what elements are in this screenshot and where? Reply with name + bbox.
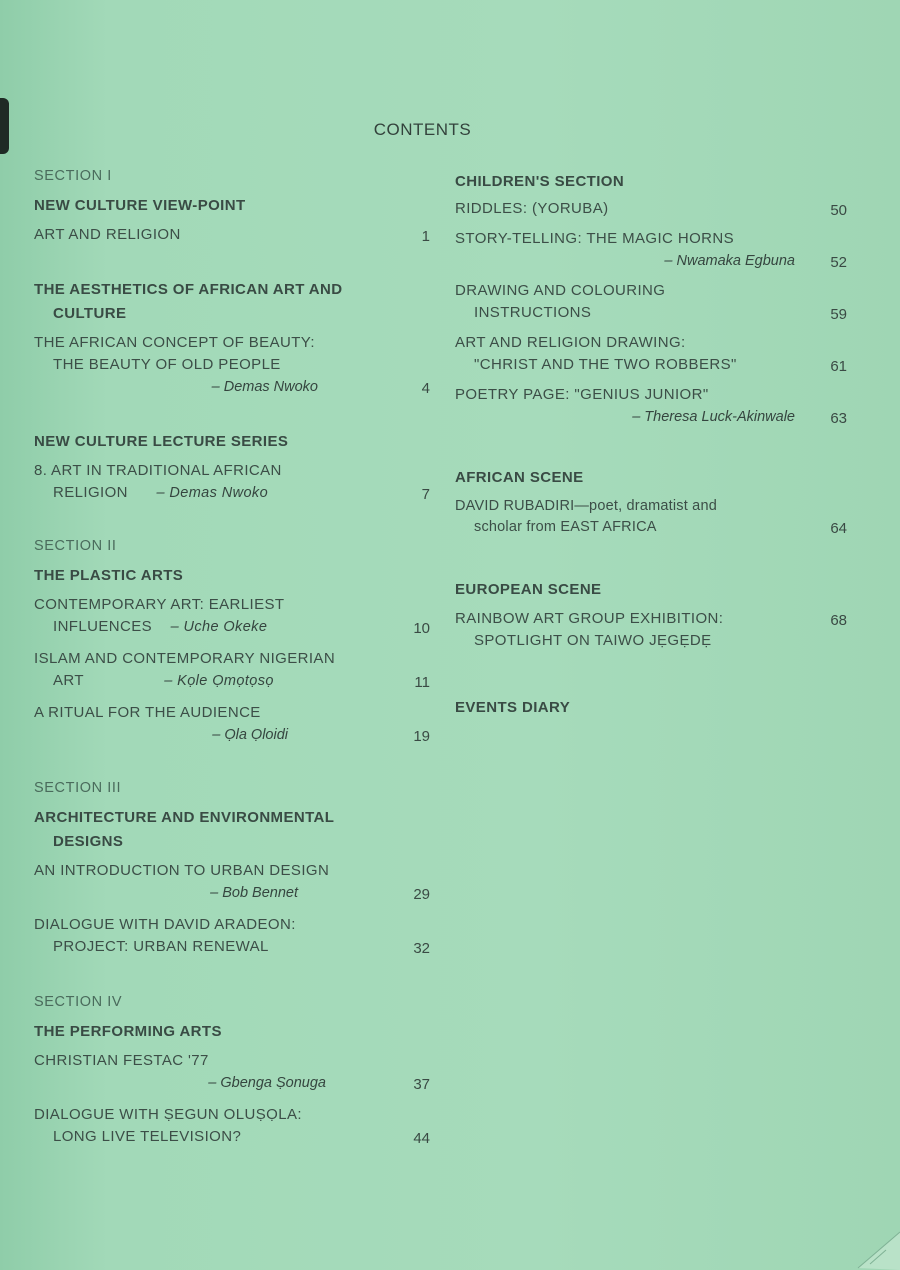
page-number: 32 (413, 940, 430, 957)
entry-title-line-2: THE BEAUTY OF OLD PEOPLE (53, 356, 281, 373)
entry-title: A RITUAL FOR THE AUDIENCE (34, 704, 261, 721)
page-number: 52 (830, 254, 847, 271)
entry-title-line-2: INFLUENCES (53, 618, 153, 635)
toc-entry[interactable] (455, 608, 847, 652)
toc-entry[interactable] (455, 332, 847, 376)
entry-title-line-2-row (34, 482, 390, 504)
section-children (455, 170, 847, 428)
page-corner-curl (830, 1210, 900, 1270)
section-events-diary (455, 696, 847, 720)
toc-entry[interactable] (34, 1104, 430, 1148)
section-heading: EUROPEAN SCENE (455, 581, 602, 598)
entry-author: – Demas Nwoko (156, 485, 269, 501)
section-3 (34, 780, 430, 958)
page-number: 4 (421, 380, 430, 397)
entry-author: – Nwamaka Egbuna (664, 253, 795, 269)
section-label: SECTION II (34, 538, 117, 554)
toc-entry[interactable] (34, 702, 430, 746)
entry-title-line-2: PROJECT: URBAN RENEWAL (53, 938, 269, 955)
page-number: 44 (413, 1130, 430, 1147)
page-number: 59 (830, 306, 847, 323)
entry-author: – Ọla Ọloidi (212, 727, 288, 743)
entry-title: ISLAM AND CONTEMPORARY NIGERIAN (34, 650, 336, 667)
toc-entry[interactable] (455, 280, 847, 324)
section-heading: THE PLASTIC ARTS (34, 567, 184, 584)
page-number: 50 (830, 202, 847, 219)
page-number: 19 (413, 728, 430, 745)
section-heading: NEW CULTURE LECTURE SERIES (34, 433, 289, 450)
entry-title-line-2: scholar from EAST AFRICA (474, 519, 657, 535)
page-number: 68 (830, 612, 847, 629)
toc-entry[interactable] (455, 496, 847, 538)
toc-entry[interactable] (34, 332, 430, 398)
entry-author: – Bob Bennet (210, 885, 298, 901)
section-4 (34, 994, 430, 1148)
entry-title-line-2: RELIGION (53, 484, 128, 501)
entry-title: STORY-TELLING: THE MAGIC HORNS (455, 230, 735, 247)
section-heading: CHILDREN'S SECTION (455, 173, 625, 190)
entry-title-line-2-row (34, 616, 390, 638)
toc-entry[interactable] (34, 860, 430, 904)
entry-title: POETRY PAGE: "GENIUS JUNIOR" (455, 386, 709, 403)
section-1 (34, 168, 430, 246)
entry-title-line-2: INSTRUCTIONS (474, 304, 592, 321)
toc-entry[interactable] (34, 1050, 430, 1094)
entry-title-line-2: SPOTLIGHT ON TAIWO JẸGẸDẸ (474, 632, 712, 649)
page-number: 10 (413, 620, 430, 637)
page-number: 7 (421, 486, 430, 503)
page-number: 1 (421, 228, 430, 245)
section-african-scene (455, 466, 847, 538)
entry-title: CONTEMPORARY ART: EARLIEST (34, 596, 285, 613)
section-lecture-series (34, 430, 430, 504)
entry-title: RAINBOW ART GROUP EXHIBITION: (455, 610, 724, 627)
entry-author: – Kọle Ọmọtọsọ (164, 673, 274, 689)
entry-author: – Gbenga Ṣonuga (208, 1075, 326, 1091)
page-title: CONTENTS (373, 120, 472, 139)
section-aesthetics (34, 278, 430, 398)
toc-entry[interactable] (455, 384, 847, 428)
entry-title-line-2: "CHRIST AND THE TWO ROBBERS" (474, 356, 737, 373)
heading-line-1: ARCHITECTURE AND ENVIRONMENTAL (34, 809, 335, 826)
heading-line-2: CULTURE (53, 305, 127, 322)
entry-title: ART AND RELIGION DRAWING: (455, 334, 686, 351)
toc-entry[interactable] (455, 198, 847, 220)
toc-entry[interactable] (455, 228, 847, 272)
section-label: SECTION III (34, 780, 122, 796)
entry-title: ART AND RELIGION (34, 226, 181, 243)
entry-title: RIDDLES: (YORUBA) (455, 200, 609, 217)
toc-entry[interactable] (34, 648, 430, 692)
section-heading[interactable]: EVENTS DIARY (455, 699, 571, 716)
toc-entry[interactable] (34, 594, 430, 638)
entry-title: DAVID RUBADIRI—poet, dramatist and (455, 498, 717, 514)
page-number: 61 (830, 358, 847, 375)
entry-title: 8. ART IN TRADITIONAL AFRICAN (34, 462, 282, 479)
toc-entry[interactable] (34, 914, 430, 958)
section-label: SECTION I (34, 168, 112, 184)
contents-right-column (455, 170, 847, 750)
section-heading (34, 278, 430, 326)
section-heading (34, 806, 430, 854)
heading-line-2: DESIGNS (53, 833, 124, 850)
entry-author: – Uche Okeke (170, 619, 268, 635)
entry-author: – Demas Nwoko (211, 379, 318, 395)
section-label: SECTION IV (34, 994, 123, 1010)
section-european-scene (455, 578, 847, 652)
section-heading: AFRICAN SCENE (455, 469, 584, 486)
entry-title-line-2: ART (53, 672, 84, 689)
entry-title: DRAWING AND COLOURING (455, 282, 666, 299)
page-number: 29 (413, 886, 430, 903)
entry-title: DIALOGUE WITH DAVID ARADEON: (34, 916, 296, 933)
contents-left-column (34, 168, 430, 1178)
page-number: 11 (414, 674, 430, 691)
entry-author: – Theresa Luck-Akinwale (632, 409, 795, 425)
heading-line-1: THE AESTHETICS OF AFRICAN ART AND (34, 281, 343, 298)
page-number: 37 (413, 1076, 430, 1093)
section-heading: THE PERFORMING ARTS (34, 1023, 222, 1040)
entry-title-line-2: LONG LIVE TELEVISION? (53, 1128, 242, 1145)
section-heading: NEW CULTURE VIEW-POINT (34, 197, 246, 214)
entry-title: AN INTRODUCTION TO URBAN DESIGN (34, 862, 330, 879)
page-number: 64 (830, 520, 847, 537)
section-2 (34, 538, 430, 746)
toc-entry[interactable] (34, 224, 430, 246)
toc-entry[interactable] (34, 460, 430, 504)
entry-title: DIALOGUE WITH ṢEGUN OLUṢỌLA: (34, 1106, 302, 1123)
entry-title-line-2-row (34, 670, 390, 692)
page-number: 63 (830, 410, 847, 427)
entry-title: CHRISTIAN FESTAC '77 (34, 1052, 209, 1069)
entry-title: THE AFRICAN CONCEPT OF BEAUTY: (34, 334, 315, 351)
